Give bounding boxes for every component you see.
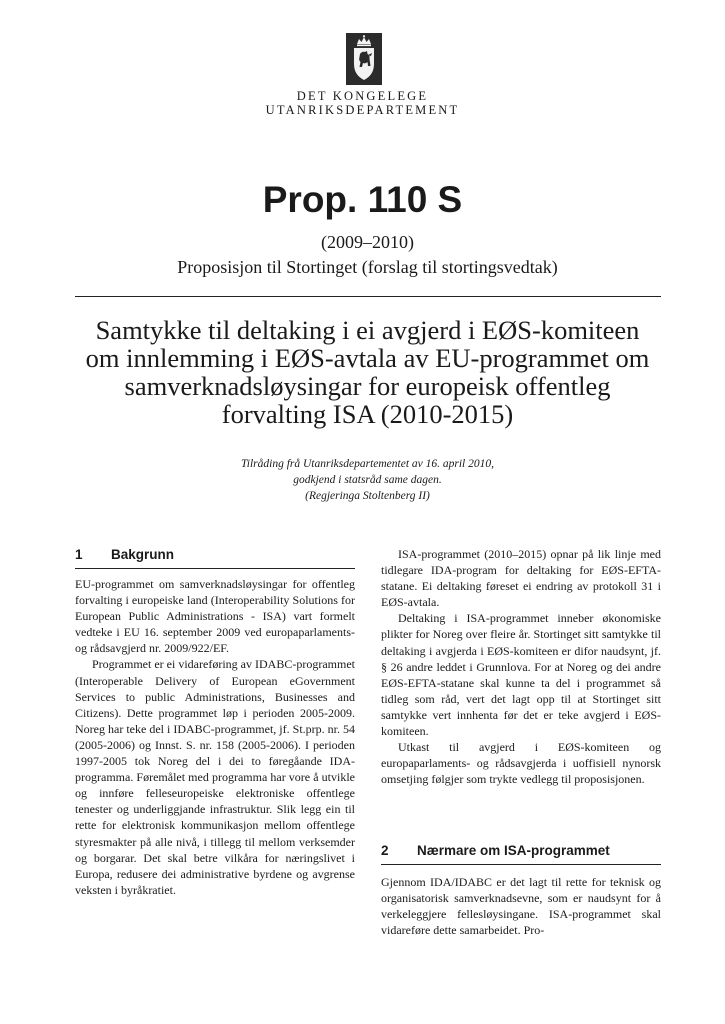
section-1-body (75, 576, 355, 898)
department-name-line1: DET KONGELEGE (296, 89, 429, 103)
section-title: Bakgrunn (111, 547, 175, 562)
document-title: Samtykke til deltaking i ei avgjerd i EØS-komiteen om innlemming i EØS-avtala av EU-programmet om samverknadsløysingar for europeisk offentleg forvalting ISA (2010-2015) (85, 315, 650, 429)
paragraph: Programmet er ei vidareføring av IDABC-programmet (Interoperable Delivery of European eGovernment Services to public Administrations, Businesses and Citizens). Dette programmet løp i perioden 2005-2009. Noreg har teke del i IDABC-programmet, jf. St.prp. nr. 54 (2005-2006) og Innst. S. nr. 158 (2005-2006). I perioden 1997-2005 tok Noreg del i dei to føregåande IDA-programma. Føremålet med programma har vore å utvikle og innføre felleseuropeiske elektroniske offentlege tenester og underliggjande infrastruktur. Slik legg ein til rette for elektronisk kommunikasjon mellom offentlege styresmakter på alle nivå, i tillegg til mellom verksemder og borgarar. Det skal betre vilkåra for næringslivet i Europa, redusere dei administrative byrdene og avgrense veksten i byråkratiet. (75, 657, 355, 897)
recommendation-line: godkjend i statsråd same dagen. (293, 474, 442, 486)
section-number: 1 (75, 547, 83, 562)
section-2-body (381, 874, 661, 938)
section-heading-1 (75, 547, 355, 563)
recommendation-block (190, 456, 545, 504)
coat-of-arms-logo (346, 33, 382, 85)
proposition-number: Prop. 110 S (262, 179, 463, 220)
paragraph: Gjennom IDA/IDABC er det lagt til rette for teknisk og organisatorisk samverknadsevne, som er naudsynt for å verkeleggjere fellesløysingane. ISA-programmet skal vidareføre dette samarbeidet. Pro- (381, 875, 661, 938)
section-rule (381, 864, 661, 865)
session-years: (2009–2010) (321, 232, 414, 252)
section-heading-2 (381, 843, 661, 859)
paragraph: Deltaking i ISA-programmet inneber økonomiske plikter for Noreg over fleire år. Stortinget sitt samtykke til deltaking i avgjerda i EØS-komiteen er difor naudsynt, jf. § 26 andre leddet i Grunnlova. For at Noreg og dei andre EØS-EFTA-statane skal kunne ta del i programmet så tidleg som råd, vert det lagt opp til at Stortinget sitt samtykke vert innhenta før det er teke avgjerd i EØS-komiteen. (381, 611, 661, 739)
paragraph: ISA-programmet (2010–2015) opnar på lik linje med tidlegare IDA-program for deltaking for EØS-EFTA-statane. Ei deltaking føreset ei endring av protokoll 31 i EØS-avtala. (381, 547, 661, 610)
right-column-body (381, 546, 661, 787)
section-title: Nærmare om ISA-programmet (417, 843, 610, 858)
section-rule (75, 568, 355, 569)
paragraph: Utkast til avgjerd i EØS-komiteen og europaparlaments- og rådsavgjerda i uoffisiell nynorsk omsetjing følgjer som trykte vedlegg til proposisjonen. (381, 740, 661, 787)
proposition-subtitle: Proposisjon til Stortinget (forslag til stortingsvedtak) (177, 257, 558, 277)
department-name-line2: UTANRIKSDEPARTEMENT (265, 103, 460, 117)
recommendation-line: Tilråding frå Utanriksdepartementet av 16. april 2010, (241, 458, 494, 470)
norwegian-coat-of-arms-icon (346, 33, 382, 85)
recommendation-line: (Regjeringa Stoltenberg II) (305, 490, 430, 502)
title-divider (75, 296, 661, 297)
section-number: 2 (381, 843, 389, 858)
paragraph: EU-programmet om samverknadsløysingar for offentleg forvalting i europeiske land (Interoperability Solutions for European Public Administrations - ISA) vart formelt vedteke i EU 16. september 2009 ved europaparlaments- og rådsavgjerd nr. 2009/922/EF. (75, 577, 355, 656)
